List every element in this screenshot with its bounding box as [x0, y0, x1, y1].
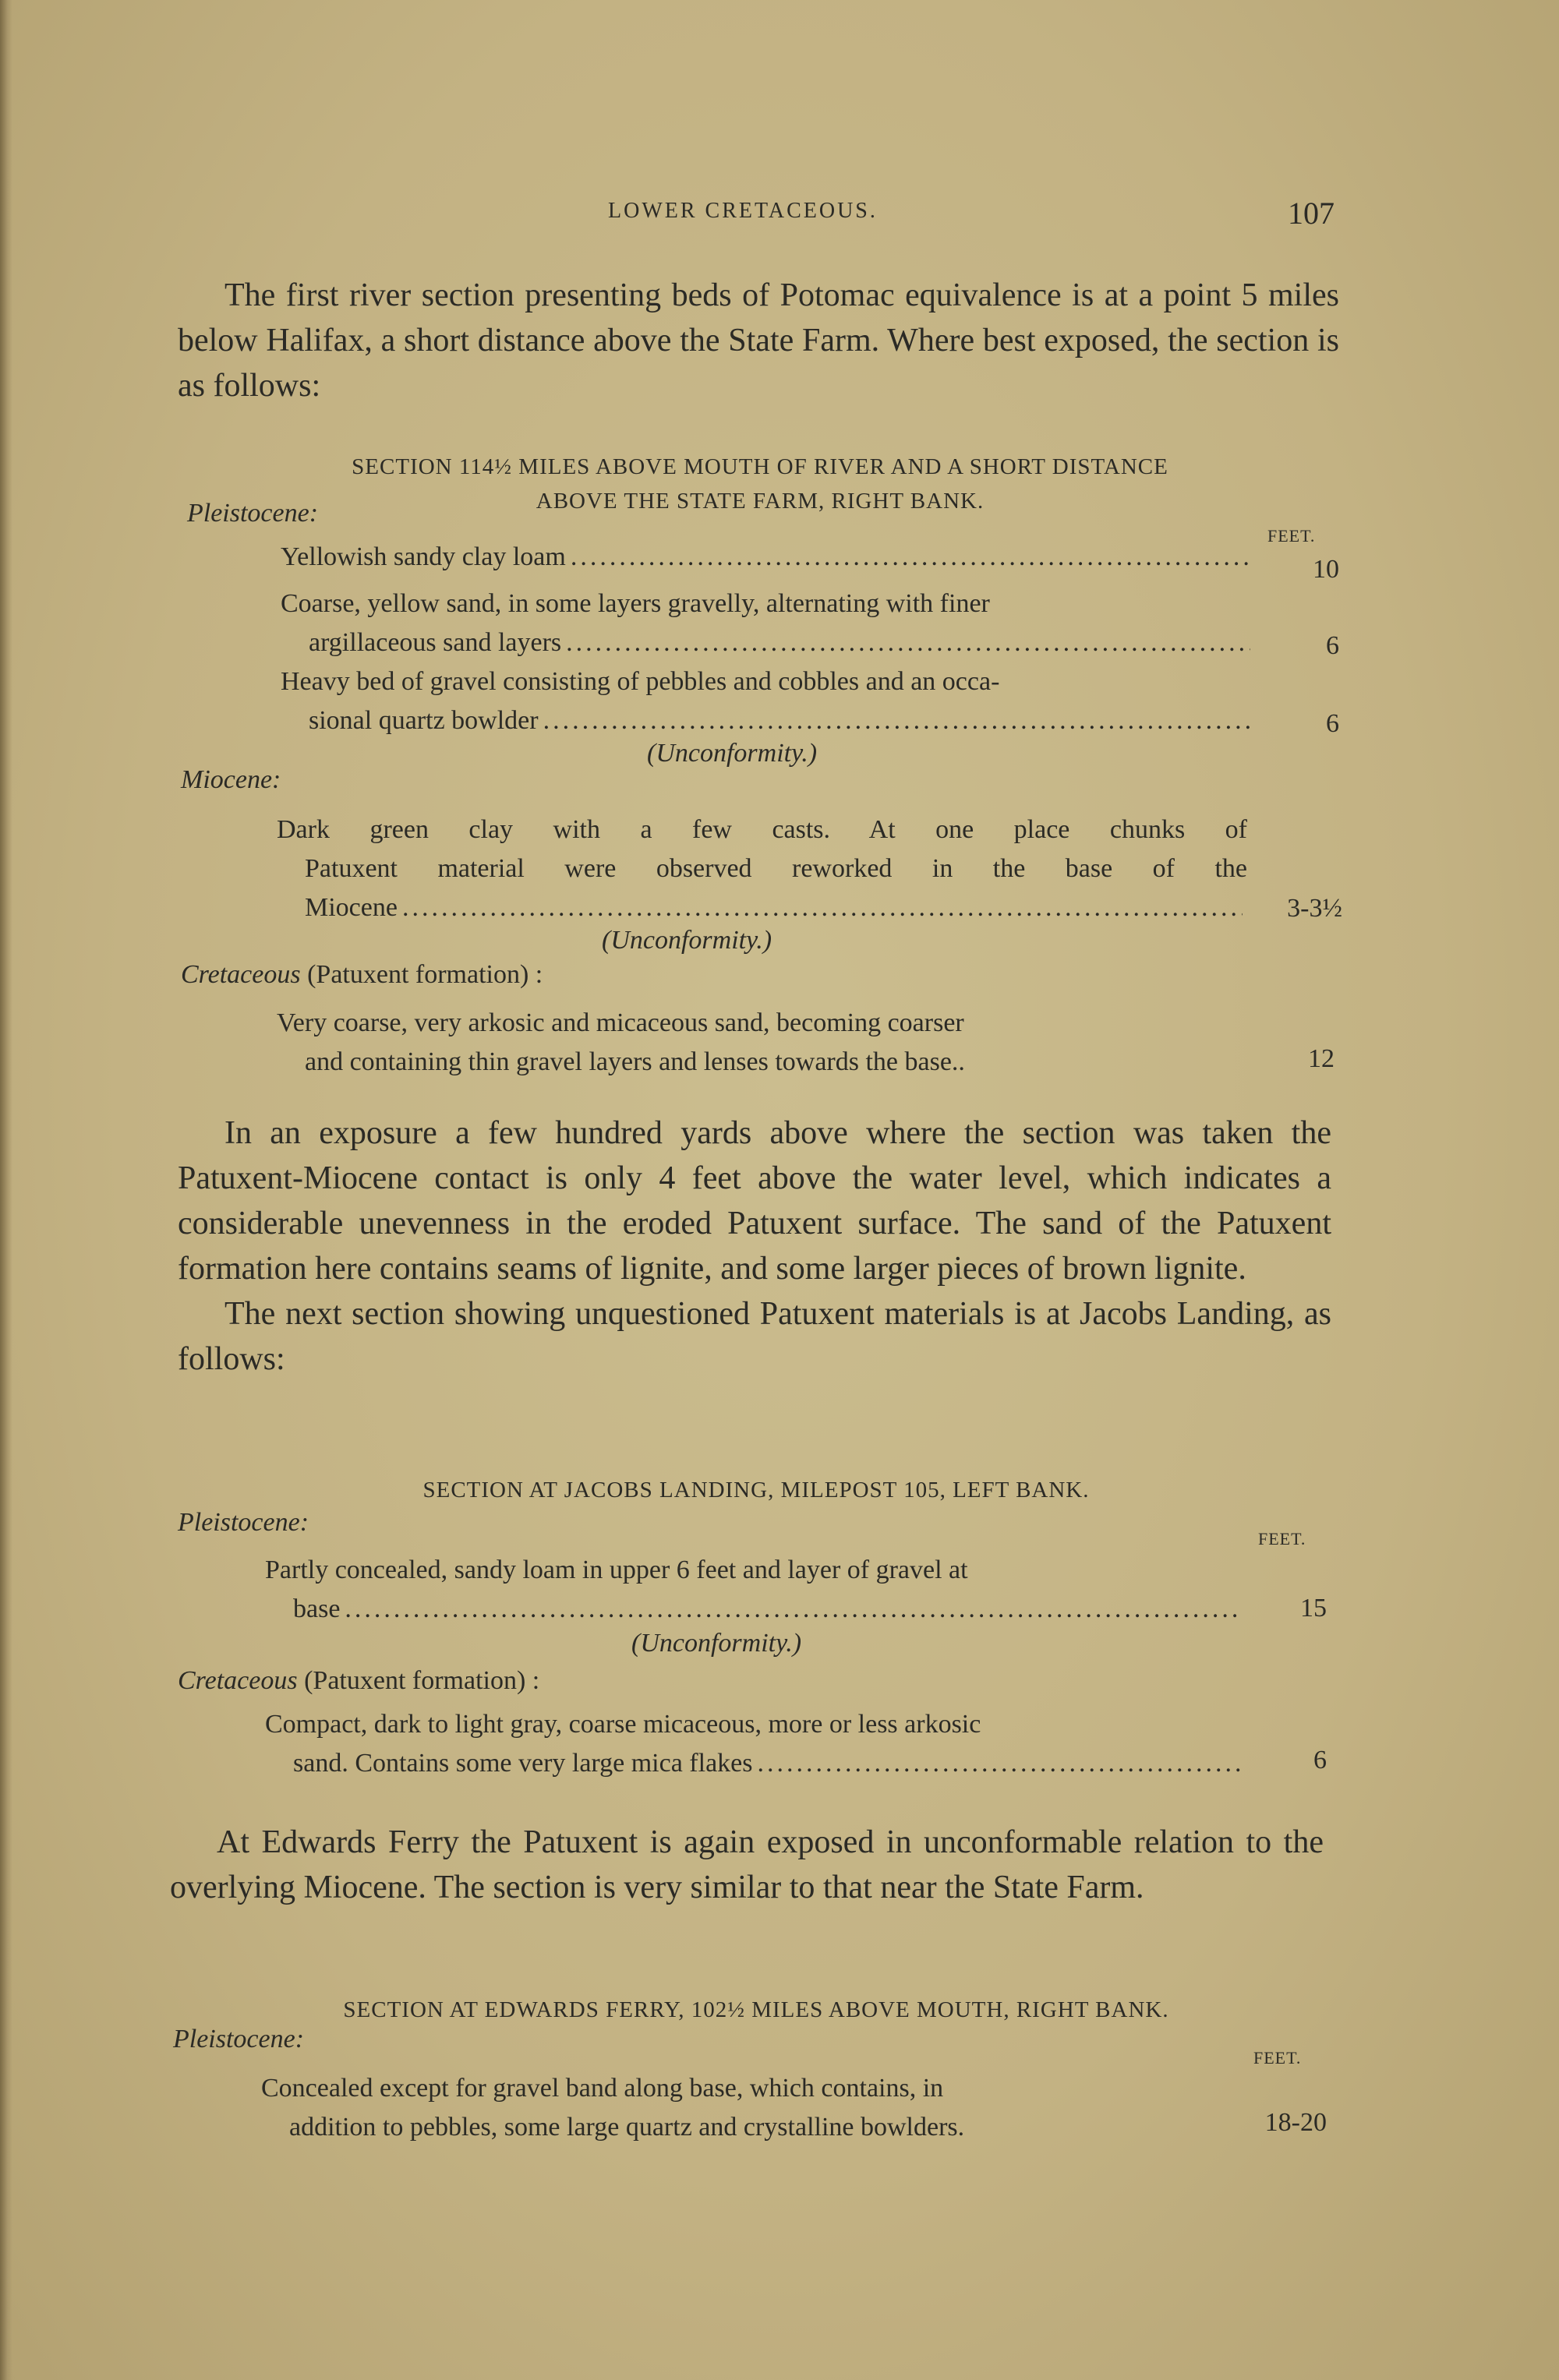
section2-p1-line2: base [293, 1594, 341, 1623]
section2-cretaceous-formation: (Patuxent formation) : [304, 1666, 540, 1695]
section1-cretaceous-label: Cretaceous [181, 960, 301, 989]
section1-feet-label: FEET. [1267, 526, 1316, 546]
section1-p2-line2: argillaceous sand layers [309, 628, 562, 657]
section1-cretaceous-formation: (Patuxent formation) : [307, 960, 543, 989]
section2-cretaceous [178, 1666, 539, 1696]
section1-m1-value: 3-3½ [1287, 894, 1342, 923]
section2-c1-line1: Compact, dark to light gray, coarse micaceous, more or less arkosic [265, 1710, 981, 1739]
section1-p2-value: 6 [1326, 631, 1339, 660]
section1-p1-text: Yellowish sandy clay loam [281, 542, 566, 571]
paragraph-4: At Edwards Ferry the Patuxent is again exposed in unconformable relation to the overlying Miocene. The section is very similar to that near the State Farm. [170, 1824, 1324, 1905]
section1-title-line2: ABOVE THE STATE FARM, RIGHT BANK. [536, 489, 985, 514]
section2-p1-value: 15 [1300, 1594, 1327, 1623]
section3-p1 [261, 2069, 1236, 2147]
section2-p1-line1: Partly concealed, sandy loam in upper 6 feet and layer of gravel at [265, 1555, 968, 1584]
section1-c1-value: 12 [1308, 1044, 1335, 1073]
section3-p1-line2: addition to pebbles, some large quartz and crystalline bowlders. [289, 2113, 965, 2142]
section3-feet-label: FEET. [1253, 2048, 1302, 2067]
section2-c1-line2: sand. Contains some very large mica flakes [293, 1749, 753, 1778]
section1-p3-line1: Heavy bed of gravel consisting of pebbles and cobbles and an occa- [281, 667, 1000, 696]
section1-p1-value: 10 [1313, 555, 1339, 584]
section1-p3-line2: sional quartz bowlder [309, 706, 539, 735]
section2-unconformity: (Unconformity.) [631, 1629, 802, 1658]
section1-unconformity2: (Unconformity.) [602, 926, 772, 955]
section1-title [226, 450, 1294, 518]
section3-pleistocene: Pleistocene: [173, 2025, 305, 2053]
section2-c1 [265, 1705, 1247, 1783]
section1-c1-line1: Very coarse, very arkosic and micaceous sand, becoming coarser [277, 1008, 964, 1037]
page-edge [0, 0, 12, 2380]
section2-title: SECTION AT JACOBS LANDING, MILEPOST 105, LEFT BANK. [422, 1478, 1090, 1503]
body-paragraphs [178, 1111, 1331, 1382]
paragraph-4-block [170, 1820, 1324, 1910]
section3-title: SECTION AT EDWARDS FERRY, 102½ MILES ABOVE MOUTH, RIGHT BANK. [343, 1997, 1169, 2022]
section1-c1 [277, 1004, 1251, 1082]
section1-cretaceous [181, 960, 543, 990]
section1-m1-line2: Patuxent material were observed reworked in the base of the [305, 854, 1247, 883]
section2-cretaceous-label: Cretaceous [178, 1666, 298, 1695]
section2-p1 [265, 1551, 1243, 1629]
section1-p1 [281, 538, 1255, 577]
section1-p2-line1: Coarse, yellow sand, in some layers gravelly, alternating with finer [281, 589, 990, 618]
page-number: 107 [1288, 196, 1335, 231]
section1-p3 [281, 662, 1255, 740]
section2-pleistocene: Pleistocene: [178, 1508, 309, 1537]
paragraph-3: The next section showing unquestioned Patuxent materials is at Jacobs Landing, as follows: [178, 1296, 1331, 1377]
section1-c1-line2: and containing thin gravel layers and lenses towards the base.. [305, 1047, 965, 1076]
section1-miocene: Miocene: [181, 765, 281, 794]
intro-text: The first river section presenting beds of Potomac equivalence is at a point 5 miles below Halifax, a short distance above the State Farm. Where best exposed, the section is as follows: [178, 277, 1339, 404]
section1-p3-value: 6 [1326, 709, 1339, 738]
section1-m1-line1: Dark green clay with a few casts. At one place chunks of [277, 815, 1247, 844]
section3-p1-value: 18-20 [1264, 2108, 1327, 2137]
paragraph-2: In an exposure a few hundred yards above where the section was taken the Patuxent-Miocene contact is only 4 feet above the water level, which indicates a considerable unevenness in the eroded Patuxent surface. The sand of the Patuxent formation here contains seams of lignite, and some larger pieces of brown lignite. [178, 1115, 1331, 1287]
section2-feet-label: FEET. [1258, 1529, 1306, 1548]
section3-p1-line1: Concealed except for gravel band along base, which contains, in [261, 2074, 944, 2103]
section1-p2 [281, 584, 1255, 662]
section1-m1 [277, 810, 1247, 927]
section2-c1-value: 6 [1313, 1746, 1327, 1774]
running-title: LOWER CRETACEOUS. [608, 199, 878, 223]
section1-m1-line3: Miocene [305, 893, 398, 922]
section1-unconformity1: (Unconformity.) [647, 739, 818, 768]
intro-paragraph [178, 273, 1339, 408]
section1-pleistocene: Pleistocene: [187, 499, 319, 528]
section1-title-line1: SECTION 114½ MILES ABOVE MOUTH OF RIVER AND A SHORT DISTANCE [352, 454, 1168, 479]
